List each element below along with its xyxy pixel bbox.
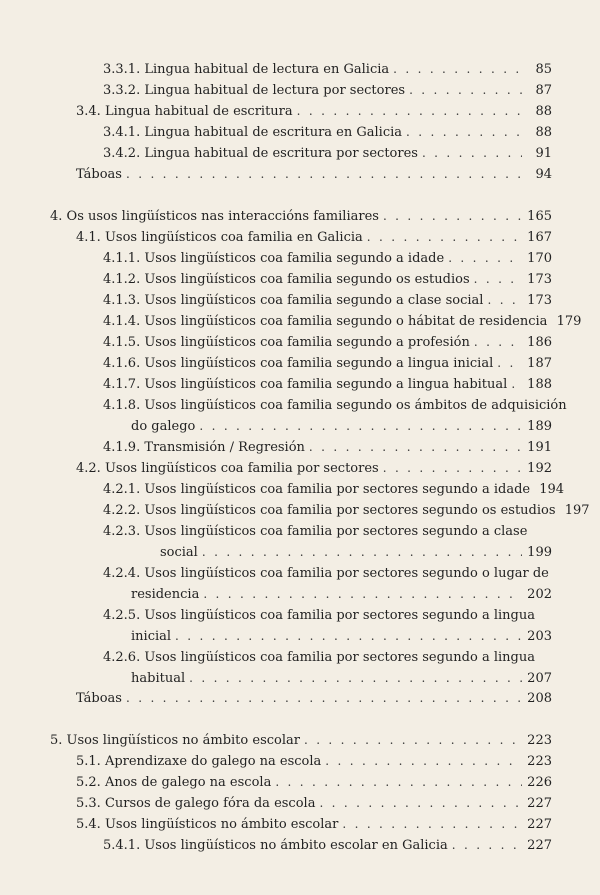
- toc-entry-title: 3.3.2. Lingua habitual de lectura por sectores: [103, 83, 406, 98]
- dot-leader: [309, 437, 522, 458]
- toc-entry: [103, 248, 552, 269]
- dot-leader: [448, 248, 522, 269]
- dot-leader: [383, 458, 522, 479]
- toc-entry-title: 4.1.7. Usos lingüísticos coa familia segundo a lingua habitual: [103, 377, 508, 392]
- dot-leader: [304, 730, 522, 751]
- dot-leader: [497, 353, 522, 374]
- toc-page-number: 223: [527, 754, 552, 769]
- toc-entry: [103, 269, 552, 290]
- toc-entry: [103, 521, 552, 542]
- dot-leader: [342, 814, 522, 835]
- toc-entry-title: social: [160, 545, 198, 560]
- toc-page-number: 192: [527, 461, 552, 476]
- toc-entry: [103, 563, 552, 584]
- toc-entry-title: 3.4.1. Lingua habitual de escritura en Galicia: [103, 125, 403, 140]
- toc-entry-title: 4.2. Usos lingüísticos coa familia por sectores: [76, 461, 379, 476]
- toc-entry-title: 3.3.1. Lingua habitual de lectura en Galicia: [103, 62, 390, 77]
- toc-page-number: 197: [564, 503, 590, 518]
- dot-leader: [474, 332, 522, 353]
- dot-leader: [422, 143, 522, 164]
- toc-entry: [103, 647, 552, 668]
- toc-page-number: 223: [527, 733, 552, 748]
- toc-entry-title: habitual: [131, 671, 186, 686]
- toc-page-number: 226: [527, 775, 552, 790]
- toc-entry: [103, 353, 552, 374]
- toc-entry: [103, 479, 565, 500]
- toc-entry-title: 4.1.9. Transmisión / Regresión: [103, 440, 305, 455]
- toc-entry-continuation: [131, 584, 552, 605]
- toc-entry-title: inicial: [131, 629, 172, 644]
- toc-entry: [103, 59, 552, 80]
- toc-page-number: 87: [535, 83, 552, 98]
- dot-leader: [383, 206, 522, 227]
- toc-entry: [103, 500, 590, 521]
- toc-entry: [103, 311, 582, 332]
- toc-page-number: 227: [527, 838, 552, 853]
- toc-entry: [76, 227, 552, 248]
- toc-entry-title: 4.1.4. Usos lingüísticos coa familia segundo o hábitat de residencia: [103, 314, 548, 329]
- toc-entry-title: 4.2.4. Usos lingüísticos coa familia por sectores segundo o lugar de: [103, 566, 549, 581]
- toc-page-number: 207: [527, 671, 552, 686]
- toc-page-number: 88: [535, 125, 552, 140]
- toc-entry-title: 3.4. Lingua habitual de escritura: [76, 104, 293, 119]
- toc-entry-title: residencia: [131, 587, 200, 602]
- toc-entry-title: 5.4.1. Usos lingüísticos no ámbito escolar en Galicia: [103, 838, 448, 853]
- toc-entry: [76, 793, 552, 814]
- dot-leader: [202, 542, 522, 563]
- toc-entry-title: 4.1.2. Usos lingüísticos coa familia segundo os estudios: [103, 272, 470, 287]
- toc-entry: [76, 772, 552, 793]
- toc-entry: [103, 143, 552, 164]
- dot-leader: [409, 80, 522, 101]
- toc-page-number: 188: [527, 377, 552, 392]
- toc-entry-title: 5.3. Cursos de galego fóra da escola: [76, 796, 316, 811]
- dot-leader: [297, 101, 522, 122]
- toc-entry-title: 4.1.6. Usos lingüísticos coa familia segundo a lingua inicial: [103, 356, 494, 371]
- toc-entry-title: 5.2. Anos de galego na escola: [76, 775, 272, 790]
- toc-entry-title: Táboas: [76, 167, 122, 182]
- toc-entry-title: 5.4. Usos lingüísticos no ámbito escolar: [76, 817, 339, 832]
- toc-page-number: 165: [527, 209, 552, 224]
- toc-page-number: 189: [527, 419, 552, 434]
- toc-entry: [103, 605, 552, 626]
- toc-entry: [76, 101, 552, 122]
- toc-entry: [50, 730, 552, 751]
- toc-entry: [50, 206, 552, 227]
- toc-entry-title: 4.1.1. Usos lingüísticos coa familia segundo a idade: [103, 251, 445, 266]
- toc-page-number: 173: [527, 293, 552, 308]
- toc-page-number: 186: [527, 335, 552, 350]
- toc-entry-title: do galego: [131, 419, 196, 434]
- dot-leader: [325, 751, 522, 772]
- toc-page-number: 179: [556, 314, 582, 329]
- dot-leader: [487, 290, 522, 311]
- toc-page-number: 187: [527, 356, 552, 371]
- toc-entry: [103, 332, 552, 353]
- toc-page-number: 88: [535, 104, 552, 119]
- dot-leader: [452, 835, 522, 856]
- toc-entry: [76, 458, 552, 479]
- toc-entry-continuation: [131, 626, 552, 647]
- toc-page-number: 173: [527, 272, 552, 287]
- toc-entry: [103, 835, 552, 856]
- toc-page-number: 85: [535, 62, 552, 77]
- toc-page-number: 208: [527, 691, 552, 706]
- toc-entry: [103, 437, 552, 458]
- dot-leader: [175, 626, 522, 647]
- toc-entry-title: 4.2.1. Usos lingüísticos coa familia por sectores segundo a idade: [103, 482, 531, 497]
- toc-page-number: 194: [539, 482, 565, 497]
- toc-entry-title: 4.2.5. Usos lingüísticos coa familia por sectores segundo a lingua: [103, 608, 535, 623]
- toc-page-number: 203: [527, 629, 552, 644]
- toc-entry-title: 4.1.8. Usos lingüísticos coa familia segundo os ámbitos de adquisición: [103, 398, 567, 413]
- toc-entry: [76, 814, 552, 835]
- toc-entry-title: 4.2.6. Usos lingüísticos coa familia por sectores segundo a lingua: [103, 650, 535, 665]
- toc-page-number: 227: [527, 796, 552, 811]
- toc-entry: [103, 80, 552, 101]
- dot-leader: [474, 269, 522, 290]
- toc-entry-title: 4. Os usos lingüísticos nas interaccións familiares: [50, 209, 379, 224]
- toc-page-number: 202: [527, 587, 552, 602]
- dot-leader: [199, 416, 522, 437]
- toc-entry-title: 4.2.2. Usos lingüísticos coa familia por sectores segundo os estudios: [103, 503, 556, 518]
- toc-entry-title: 4.1. Usos lingüísticos coa familia en Galicia: [76, 230, 363, 245]
- toc-page-number: 167: [527, 230, 552, 245]
- dot-leader: [126, 688, 522, 709]
- dot-leader: [406, 122, 522, 143]
- toc-entry: [103, 290, 552, 311]
- toc-page-number: 191: [527, 440, 552, 455]
- toc-entry-title: 5.1. Aprendizaxe do galego na escola: [76, 754, 322, 769]
- dot-leader: [275, 772, 522, 793]
- toc-entry-title: 4.2.3. Usos lingüísticos coa familia por sectores segundo a clase: [103, 524, 528, 539]
- toc-entry-title: Táboas: [76, 691, 122, 706]
- toc-entry-title: 4.1.5. Usos lingüísticos coa familia segundo a profesión: [103, 335, 470, 350]
- toc-entry-title: 3.4.2. Lingua habitual de escritura por sectores: [103, 146, 418, 161]
- toc-entry-continuation: [160, 542, 552, 563]
- toc-page-number: 170: [527, 251, 552, 266]
- dot-leader: [203, 584, 522, 605]
- toc-entry: [76, 164, 552, 185]
- toc-entry-continuation: [131, 668, 552, 689]
- toc-entry-continuation: [131, 416, 552, 437]
- toc-page-number: 91: [535, 146, 552, 161]
- toc-page-number: 227: [527, 817, 552, 832]
- toc-entry-title: 5. Usos lingüísticos no ámbito escolar: [50, 733, 300, 748]
- toc-entry: [103, 395, 567, 416]
- toc-entry: [76, 751, 552, 772]
- toc-page-number: 94: [535, 167, 552, 182]
- toc-entry-title: 4.1.3. Usos lingüísticos coa familia segundo a clase social: [103, 293, 484, 308]
- toc-entry: [76, 688, 552, 709]
- dot-leader: [393, 59, 522, 80]
- dot-leader: [126, 164, 522, 185]
- dot-leader: [189, 668, 522, 689]
- dot-leader: [319, 793, 522, 814]
- dot-leader: [367, 227, 522, 248]
- toc-entry: [103, 374, 552, 395]
- toc-entry: [103, 122, 552, 143]
- dot-leader: [511, 374, 522, 395]
- toc-page-number: 199: [527, 545, 552, 560]
